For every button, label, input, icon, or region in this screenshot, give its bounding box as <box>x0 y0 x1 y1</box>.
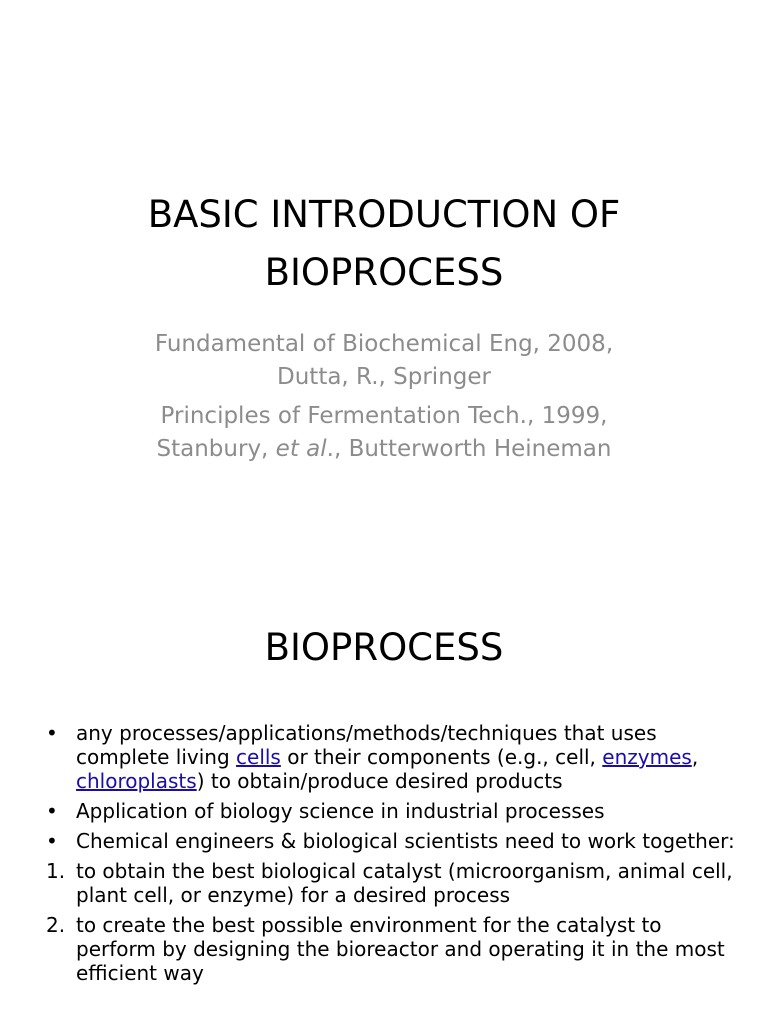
numbered-item-1 <box>46 859 746 907</box>
reference-1-line-2: Dutta, R., Springer <box>277 364 491 390</box>
title-line-1: BASIC INTRODUCTION OF <box>147 193 621 236</box>
list-item-application <box>46 799 746 823</box>
item-1-text-a: any processes/applications/methods/techniques that uses complete living <box>76 721 657 769</box>
reference-1 <box>60 328 708 394</box>
slide-title-heading <box>40 186 728 302</box>
slide-2-title: BIOPROCESS <box>264 626 504 669</box>
list-item-definition <box>46 721 746 793</box>
reference-1-line-1: Fundamental of Biochemical Eng, 2008, <box>154 331 614 357</box>
bullet-marker: • <box>46 799 58 823</box>
reference-2-et-al: et al <box>275 436 327 462</box>
item-3-text: Chemical engineers & biological scientists need to work together: <box>76 829 735 853</box>
number-marker-1: 1. <box>46 859 66 883</box>
slide-bioprocess <box>0 576 768 1024</box>
references-block <box>60 328 708 466</box>
number-marker-2: 2. <box>46 913 66 937</box>
enzymes-link[interactable]: enzymes <box>602 745 692 769</box>
cells-link[interactable]: cells <box>236 745 281 769</box>
item-1-text-c: , <box>691 745 699 769</box>
item-2-text: Application of biology science in industrial processes <box>76 799 605 823</box>
reference-2 <box>60 400 708 466</box>
chloroplasts-link[interactable]: chloroplasts <box>76 769 197 793</box>
numbered-item-2 <box>46 913 746 985</box>
numbered-item-1-text: to obtain the best biological catalyst (microorganism, animal cell, plant cell, or enzyme) for a desired process <box>76 859 733 907</box>
bullet-marker: • <box>46 829 58 853</box>
reference-2-author: Stanbury, <box>156 436 276 462</box>
item-1-text-d: ) to obtain/produce desired products <box>196 769 563 793</box>
list-item-collaboration <box>46 829 746 853</box>
item-1-text-b: or their components (e.g., cell, <box>280 745 603 769</box>
reference-2-line-1: Principles of Fermentation Tech., 1999, <box>160 403 608 429</box>
reference-2-publisher: ., Butterworth Heineman <box>326 436 612 462</box>
numbered-item-2-text: to create the best possible environment for the catalyst to perform by designing the bioreactor and operating it in the most efficient way <box>76 913 725 985</box>
bullet-marker: • <box>46 721 58 745</box>
title-line-2: BIOPROCESS <box>264 251 504 294</box>
bullet-list <box>46 721 746 991</box>
